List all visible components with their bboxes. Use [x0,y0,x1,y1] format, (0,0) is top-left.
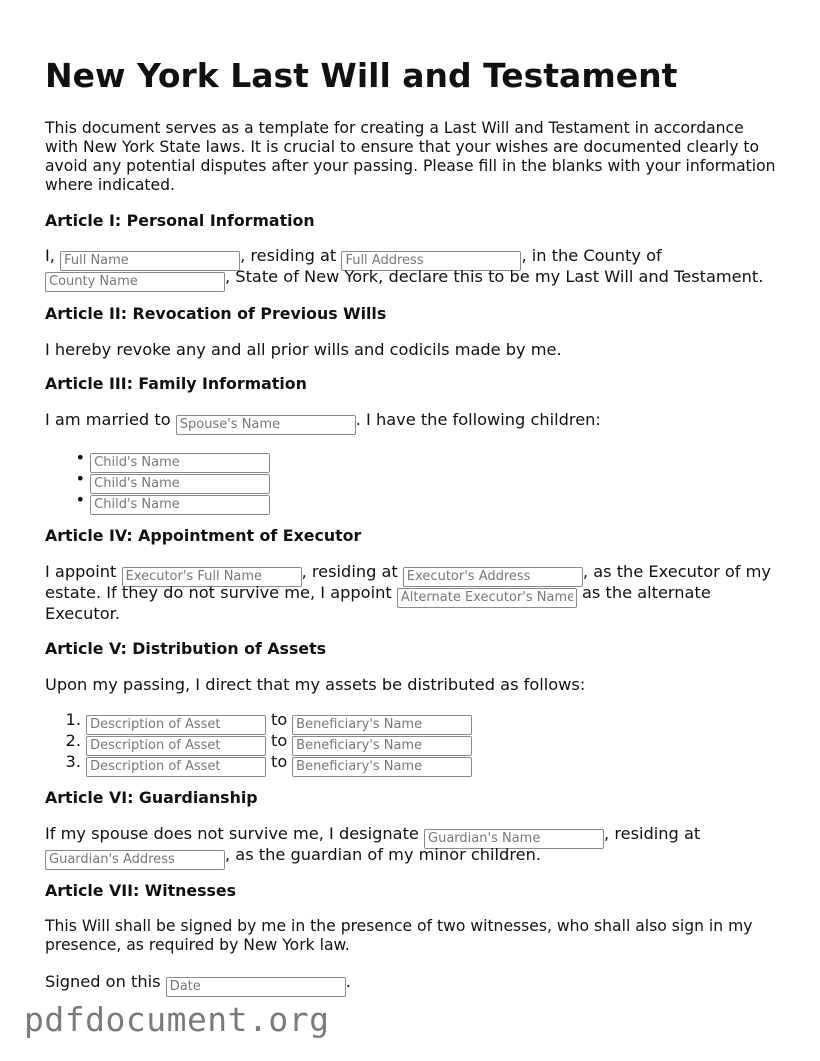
article-7-heading: Article VII: Witnesses [45,881,237,900]
bullet-marker: • [75,448,85,467]
article-1-text-i: I, [45,246,55,265]
item-number: 2. [65,731,81,750]
article-6-heading: Article VI: Guardianship [45,788,258,807]
article-3-text-children: . I have the following children: [355,410,601,429]
guardian-address-input[interactable] [45,850,225,870]
beneficiary-name-input-3[interactable] [292,757,472,777]
child-name-input-3[interactable] [90,495,270,515]
bullet-marker: • [75,469,85,488]
county-name-input[interactable] [45,272,225,292]
article-1-text-county: , in the County of [521,246,662,265]
article-4-text-residing: , residing at [301,562,398,581]
article-4-text-appoint: I appoint [45,562,117,581]
bullet-marker: • [75,490,85,509]
article-4-text-executor: Executor. [45,604,120,623]
article-1-line-2 [45,266,763,292]
page-title: New York Last Will and Testament [45,56,678,95]
item-number: 3. [65,752,81,771]
signed-period: . [345,972,351,991]
date-input[interactable] [166,977,346,997]
article-5-heading: Article V: Distribution of Assets [45,639,327,658]
alternate-executor-input[interactable] [397,588,577,608]
to-label: to [271,731,288,750]
article-1-text-state: , State of New York, declare this to be my Last Will and Testament. [225,267,764,286]
article-4-text-executor-of: , as the Executor of my [582,562,771,581]
article-2-text: I hereby revoke any and all prior wills and codicils made by me. [45,340,562,359]
intro-paragraph: This document serves as a template for creating a Last Will and Testament in accordance with New York State laws. It is crucial to ensure that your wishes are documented clearly to avoid any potential disputes after your passing. Please fill in the blanks with your information where indicated. [45,119,776,194]
article-3-heading: Article III: Family Information [45,374,307,393]
item-number: 1. [65,710,81,729]
signed-line [45,971,351,997]
signed-label: Signed on this [45,972,161,991]
article-4-line-2 [45,582,711,608]
article-6-text-guardian: , as the guardian of my minor children. [225,845,541,864]
to-label: to [271,710,288,729]
asset-description-input-3[interactable] [86,757,266,777]
article-6-text-residing: , residing at [604,824,701,843]
article-5-text: Upon my passing, I direct that my assets be distributed as follows: [45,675,586,694]
article-6-line-2 [45,844,541,870]
to-label: to [271,752,288,771]
article-4-text-alternate: as the alternate [581,583,711,602]
article-1-heading: Article I: Personal Information [45,211,315,230]
spouse-name-input[interactable] [176,415,356,435]
article-6-text-designate: If my spouse does not survive me, I designate [45,824,419,843]
asset-list-item [45,751,472,777]
article-2-heading: Article II: Revocation of Previous Wills [45,304,387,323]
article-1-text-residing: , residing at [240,246,337,265]
article-4-text-estate: estate. If they do not survive me, I appoint [45,583,392,602]
article-7-text: This Will shall be signed by me in the presence of two witnesses, who shall also sign in my presence, as required by New York law. [45,917,753,954]
article-3-line [45,409,601,435]
watermark: pdfdocument.org [24,1000,330,1039]
article-3-text-married: I am married to [45,410,171,429]
article-4-heading: Article IV: Appointment of Executor [45,526,362,545]
child-list-item [45,489,270,515]
